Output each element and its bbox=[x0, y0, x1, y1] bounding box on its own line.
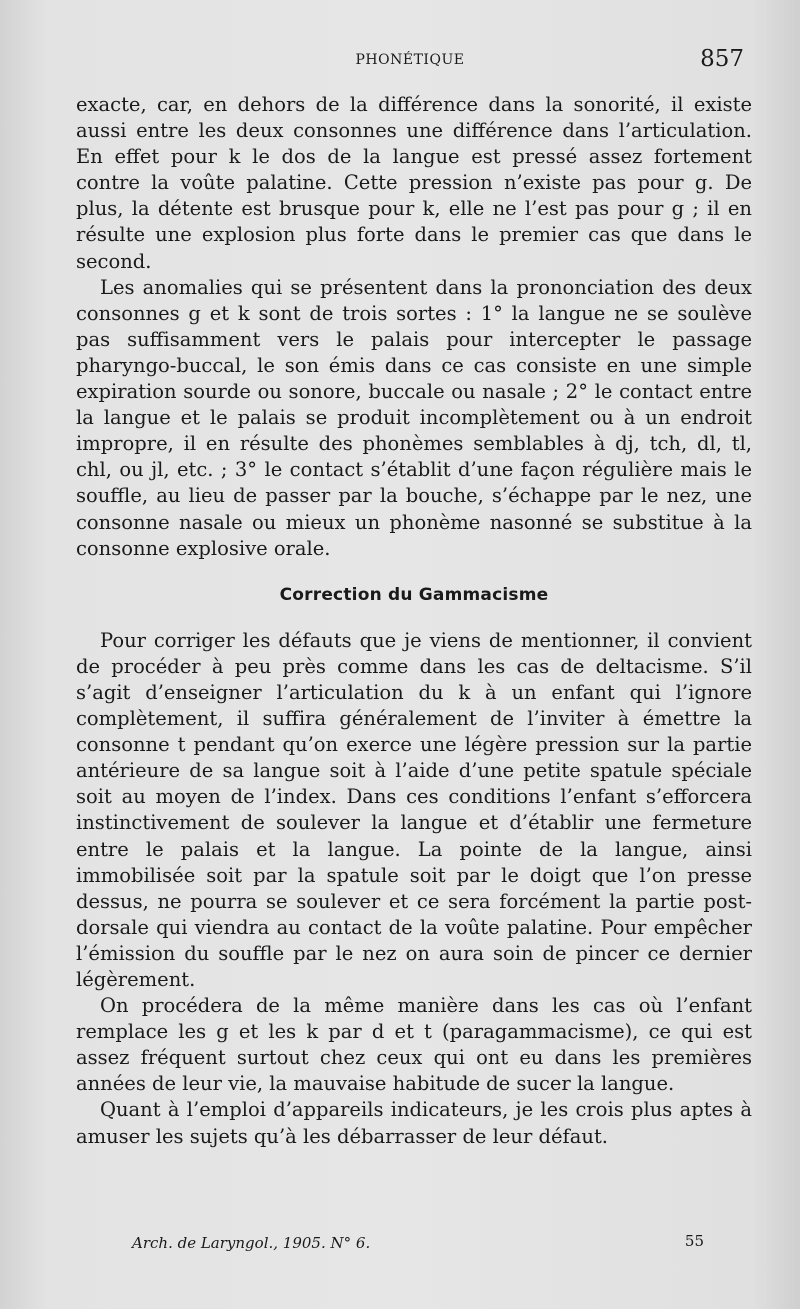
signature-mark: 55 bbox=[684, 1232, 704, 1250]
running-title: PHONÉTIQUE bbox=[355, 52, 465, 68]
paragraph-5: Quant à l’emploi d’appareils indicateurs, je les crois plus aptes à amuser les sujets qu’à les débarrasser de leur défaut. bbox=[76, 1098, 752, 1148]
body-text bbox=[76, 92, 752, 1150]
paragraph-2: Les anomalies qui se présentent dans la prononciation des deux consonnes g et k sont de trois sortes : 1° la langue ne se soulève pas suffisamment vers le palais pour intercepter le passage pharyngo-buccal, le son émis dans ce cas consiste en une simple expiration sourde ou sonore, buccale ou nasale ; 2° le contact entre la langue et le palais se produit incomplètement ou à un endroit impropre, il en résulte des phonèmes semblables à dj, tch, dl, tl, chl, ou jl, etc. ; 3° le contact s’établit d’une façon régulière mais le souffle, au lieu de passer par la bouche, s’échappe par le nez, une consonne nasale ou mieux un phonème nasonné se substitue à la consonne explosive orale. bbox=[76, 275, 752, 560]
journal-reference: Arch. de Laryngol., 1905. N° 6. bbox=[132, 1234, 371, 1252]
page-number: 857 bbox=[700, 46, 744, 72]
running-head bbox=[76, 46, 744, 76]
paragraph-1: exacte, car, en dehors de la différence dans la sonorité, il existe aussi entre les deux consonnes une différence dans l’articulation. En effet pour k le dos de la langue est pressé assez fortement contre la voûte palatine. Cette pression n’existe pas pour g. De plus, la détente est brusque pour k, elle ne l’est pas pour g ; il en résulte une explosion plus forte dans le premier cas que dans le second. bbox=[76, 93, 752, 273]
paragraph-3: Pour corriger les défauts que je viens de mentionner, il convient de procéder à peu près comme dans les cas de deltacisme. S’il s’agit d’enseigner l’articulation du k à un enfant qui l’ignore complètement, il suffira généralement de l’inviter à émettre la consonne t pendant qu’on exerce une légère pression sur la partie antérieure de sa langue soit à l’aide d’une petite spatule spéciale soit au moyen de l’index. Dans ces conditions l’enfant s’efforcera instinctivement de soulever la langue et d’établir une fermeture entre le palais et la langue. La pointe de la langue, ainsi immobilisée soit par la spatule soit par le doigt que l’on presse dessus, ne pourra se soulever et ce sera forcément la partie post-dorsale qui viendra au contact de la voûte palatine. Pour empêcher l’émission du souffle par le nez on aura soin de pincer ce dernier légèrement. bbox=[76, 628, 752, 991]
paragraph-4: On procédera de la même manière dans les cas où l’enfant remplace les g et les k par d et t (paragammacisme), ce qui est assez fréquent surtout chez ceux qui ont eu dans les premières années de leur vie, la mauvaise habitude de sucer la langue. bbox=[76, 994, 752, 1096]
section-heading: Correction du Gammacisme bbox=[279, 584, 549, 605]
